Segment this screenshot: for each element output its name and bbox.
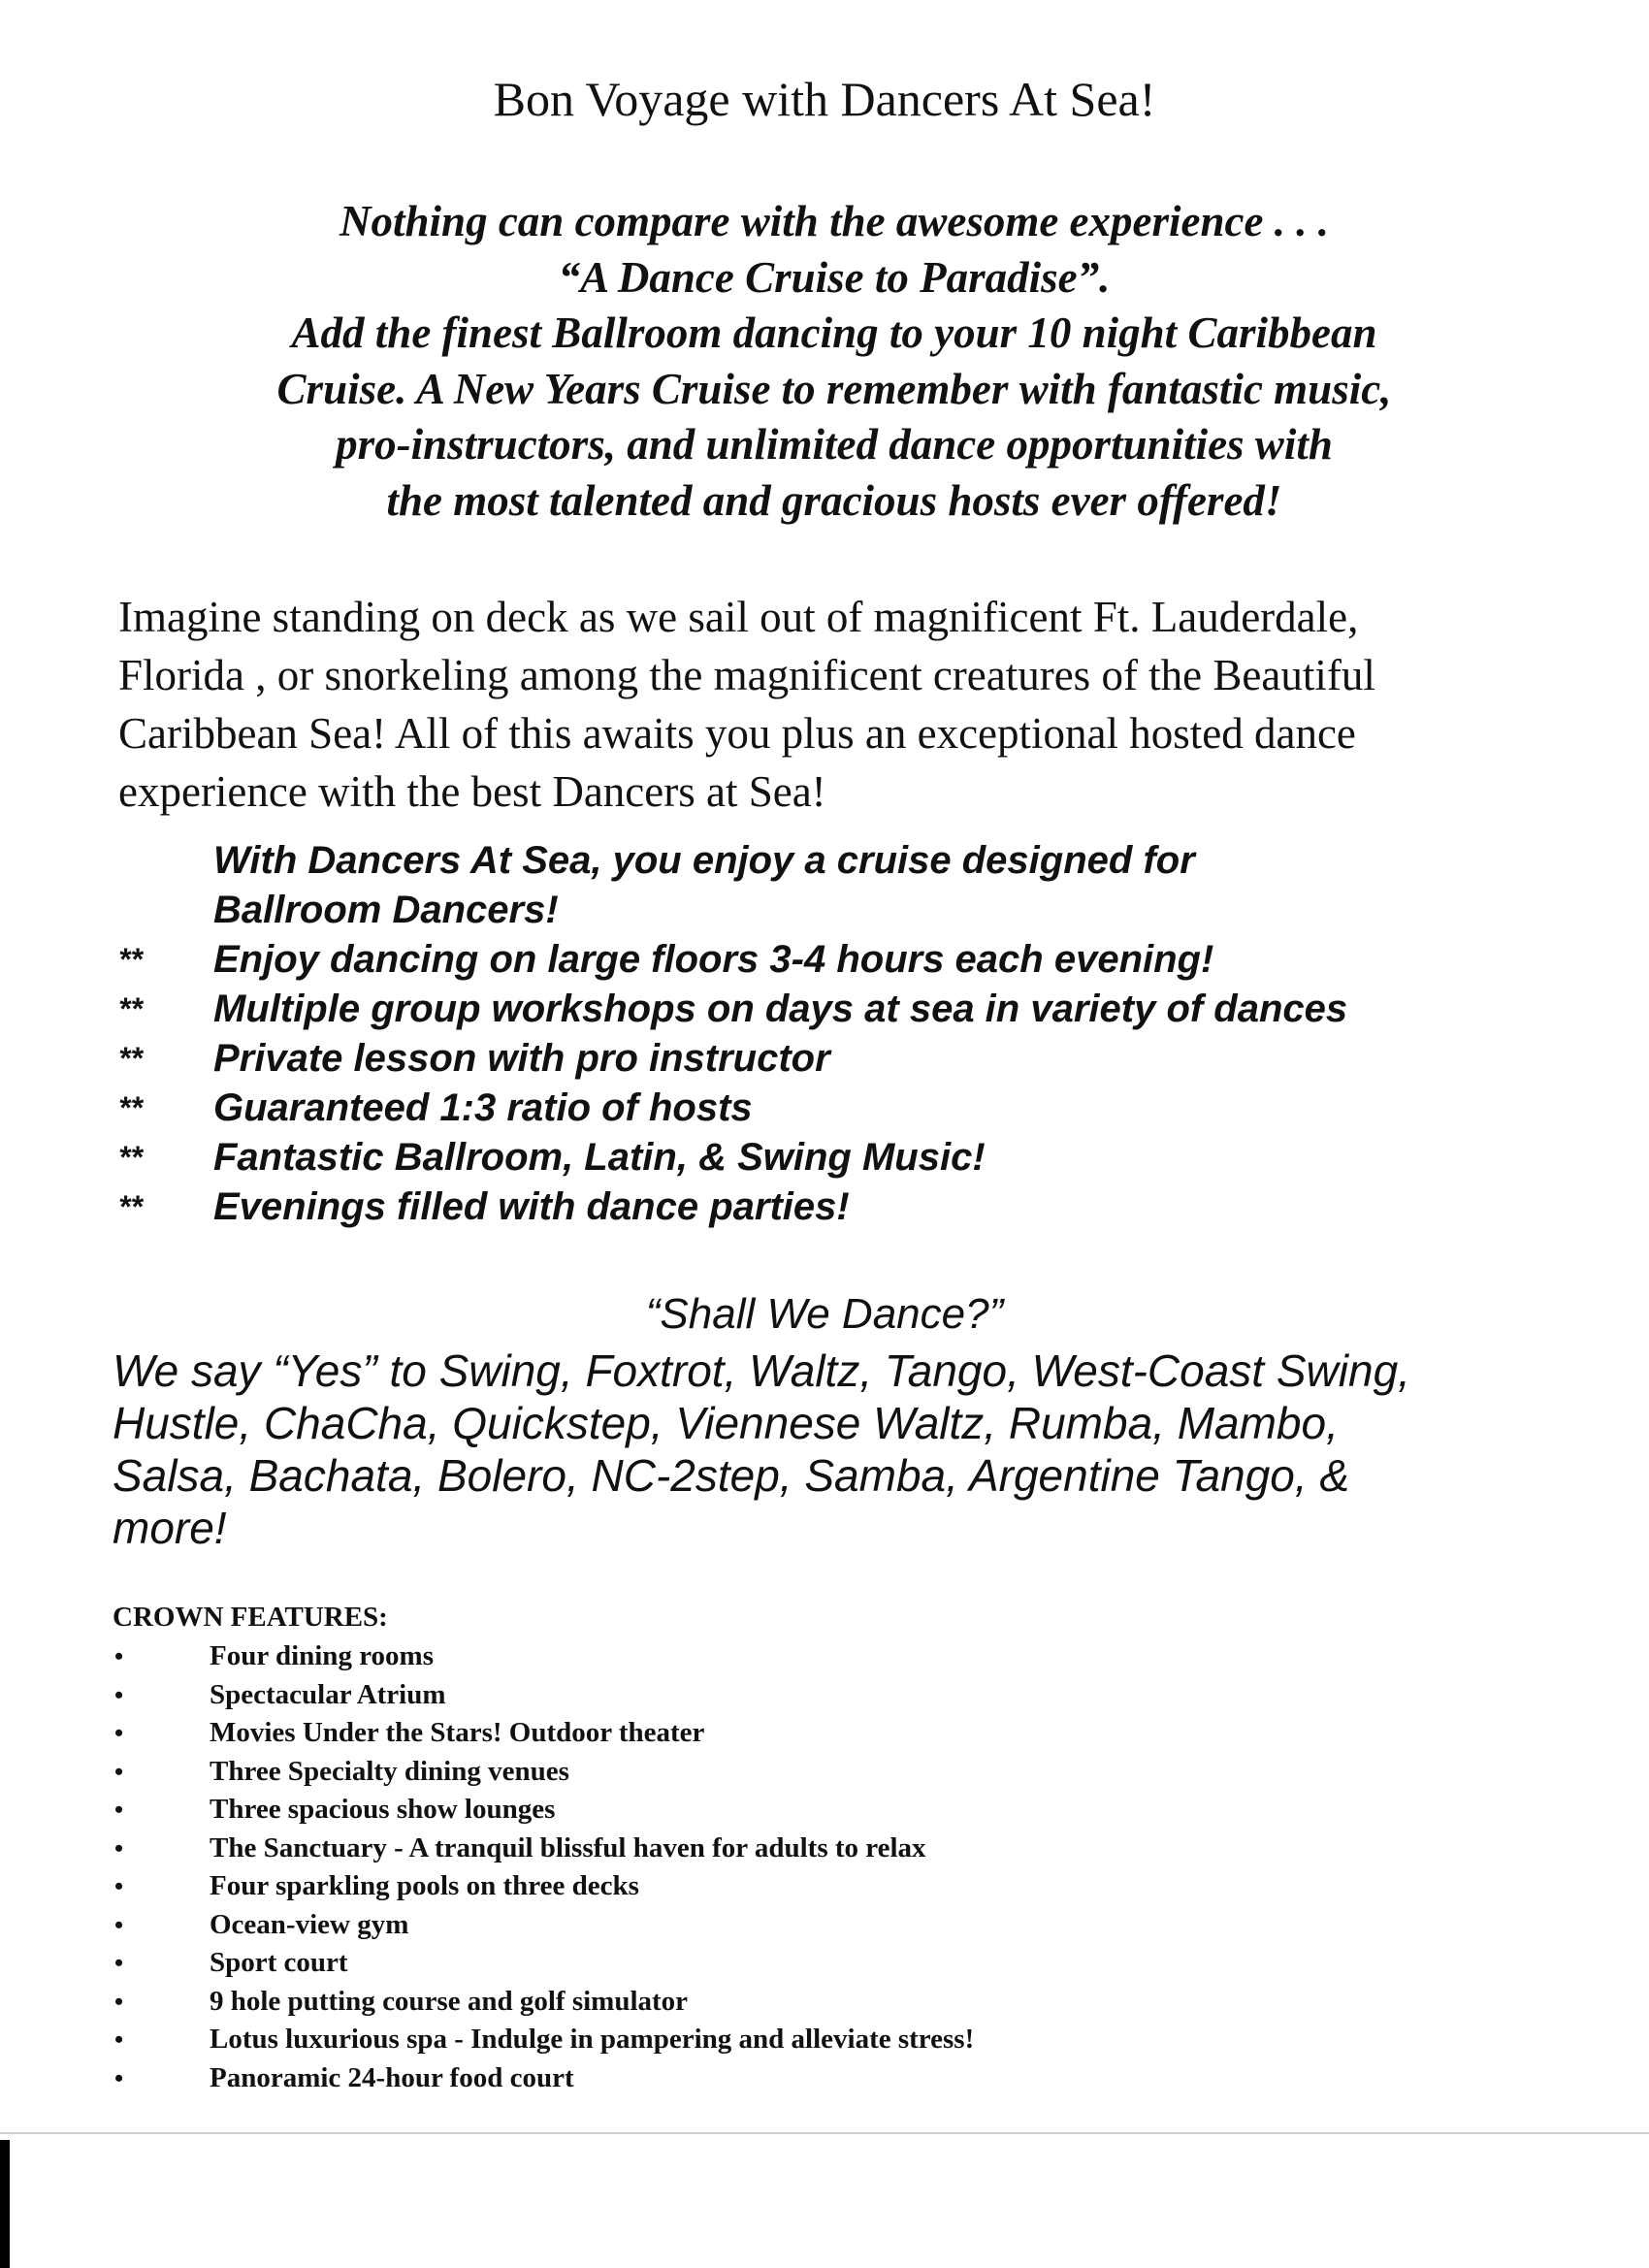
intro-line: “A Dance Cruise to Paradise”. — [558, 252, 1111, 302]
intro-line: Add the finest Ballroom dancing to your 10 night Caribbean — [291, 308, 1377, 357]
list-item — [113, 1637, 1548, 1676]
list-item — [118, 1084, 1554, 1133]
list-item — [113, 2059, 1548, 2098]
list-item — [118, 985, 1554, 1034]
bullet-icon: • — [114, 1642, 124, 1670]
list-item-text: Four dining rooms — [210, 1640, 434, 1671]
dance-styles-line: more! — [113, 1503, 227, 1553]
paragraph-line: Florida , or snorkeling among the magnificent creatures of the Beautiful — [118, 651, 1375, 699]
bullet-icon: • — [114, 1796, 124, 1824]
bullet-icon: • — [114, 1987, 124, 2016]
description-paragraph — [118, 588, 1554, 821]
crown-features-list — [113, 1599, 1548, 2097]
paragraph-line: experience with the best Dancers at Sea! — [118, 767, 826, 816]
asterisk-bullet-icon: ** — [118, 1189, 143, 1224]
asterisk-bullet-icon: ** — [118, 991, 143, 1026]
list-item-text: Fantastic Ballroom, Latin, & Swing Music! — [213, 1136, 986, 1179]
list-item-text: Evenings filled with dance parties! — [213, 1185, 850, 1228]
bullet-icon: • — [114, 1680, 124, 1709]
bullet-icon: • — [114, 1872, 124, 1900]
paragraph-line: Caribbean Sea! All of this awaits you plus an exceptional hosted dance — [118, 709, 1356, 758]
list-item-text: Guaranteed 1:3 ratio of hosts — [213, 1086, 753, 1129]
das-intro-line: With Dancers At Sea, you enjoy a cruise designed for — [213, 839, 1195, 882]
crown-features-heading: CROWN FEATURES: — [113, 1602, 388, 1633]
intro-line: the most talented and gracious hosts ever offered! — [386, 475, 1282, 525]
list-item-text: Panoramic 24-hour food court — [210, 2061, 574, 2093]
list-item — [118, 1183, 1554, 1232]
bullet-icon: • — [114, 1719, 124, 1747]
list-item — [118, 935, 1554, 985]
page-title: Bon Voyage with Dancers At Sea! — [493, 72, 1156, 126]
scan-edge-shadow — [0, 2140, 10, 2268]
asterisk-bullet-icon: ** — [118, 1090, 143, 1125]
intro-line: Nothing can compare with the awesome experience . . . — [340, 197, 1329, 245]
list-item-text: Lotus luxurious spa - Indulge in pampering and alleviate stress! — [210, 2024, 975, 2055]
list-item — [113, 1753, 1548, 1792]
list-item-text: Enjoy dancing on large floors 3-4 hours each evening! — [213, 938, 1214, 981]
bullet-icon: • — [114, 1833, 124, 1863]
list-item — [118, 1133, 1554, 1183]
dancers-at-sea-list — [118, 836, 1554, 1232]
dance-styles-block — [113, 1345, 1568, 1554]
list-item-text: Three Specialty dining venues — [210, 1755, 569, 1787]
bullet-icon: • — [114, 1949, 124, 1977]
list-item-text: Four sparkling pools on three decks — [210, 1870, 639, 1901]
dance-styles-line: We say “Yes” to Swing, Foxtrot, Waltz, Tango, West-Coast Swing, — [113, 1345, 1410, 1396]
dance-styles-line: Hustle, ChaCha, Quickstep, Viennese Waltz, Rumba, Mambo, — [113, 1398, 1339, 1448]
list-item-text: 9 hole putting course and golf simulator — [210, 1985, 689, 2017]
page-bottom-divider — [0, 2132, 1649, 2134]
list-item — [113, 1944, 1548, 1983]
shall-we-dance-heading: “Shall We Dance?” — [645, 1290, 1004, 1338]
bullet-icon: • — [114, 2025, 124, 2054]
list-item-text: Movies Under the Stars! Outdoor theater — [210, 1717, 705, 1748]
intro-block — [107, 194, 1562, 529]
list-item — [113, 1791, 1548, 1830]
list-item-text: Private lesson with pro instructor — [213, 1037, 830, 1080]
list-item — [113, 1714, 1548, 1753]
list-item — [113, 1676, 1548, 1715]
list-item — [113, 1830, 1548, 1868]
dance-styles-line: Salsa, Bachata, Bolero, NC-2step, Samba, Argentine Tango, & — [113, 1450, 1350, 1501]
list-item-text: Sport court — [210, 1947, 348, 1978]
list-item-text: Multiple group workshops on days at sea in variety of dances — [213, 988, 1348, 1030]
intro-line: Cruise. A New Years Cruise to remember with fantastic music, — [276, 364, 1392, 413]
intro-line: pro-instructors, and unlimited dance opportunities with — [336, 420, 1333, 469]
asterisk-bullet-icon: ** — [118, 1140, 143, 1175]
list-item — [113, 1906, 1548, 1945]
asterisk-bullet-icon: ** — [118, 942, 143, 977]
bullet-icon: • — [114, 1910, 124, 1939]
paragraph-line: Imagine standing on deck as we sail out of magnificent Ft. Lauderdale, — [118, 593, 1359, 641]
list-item — [113, 1867, 1548, 1906]
das-intro-line: Ballroom Dancers! — [213, 889, 559, 931]
bullet-icon: • — [114, 2063, 124, 2092]
list-item-text: Spectacular Atrium — [210, 1678, 446, 1710]
list-item-text: Ocean-view gym — [210, 1908, 409, 1940]
list-item — [118, 1034, 1554, 1084]
bullet-icon: • — [114, 1757, 124, 1786]
list-item — [113, 1983, 1548, 2022]
list-item-text: The Sanctuary - A tranquil blissful haven for adults to relax — [210, 1831, 926, 1863]
asterisk-bullet-icon: ** — [118, 1041, 143, 1076]
list-item-text: Three spacious show lounges — [210, 1794, 556, 1825]
list-item — [113, 2021, 1548, 2059]
